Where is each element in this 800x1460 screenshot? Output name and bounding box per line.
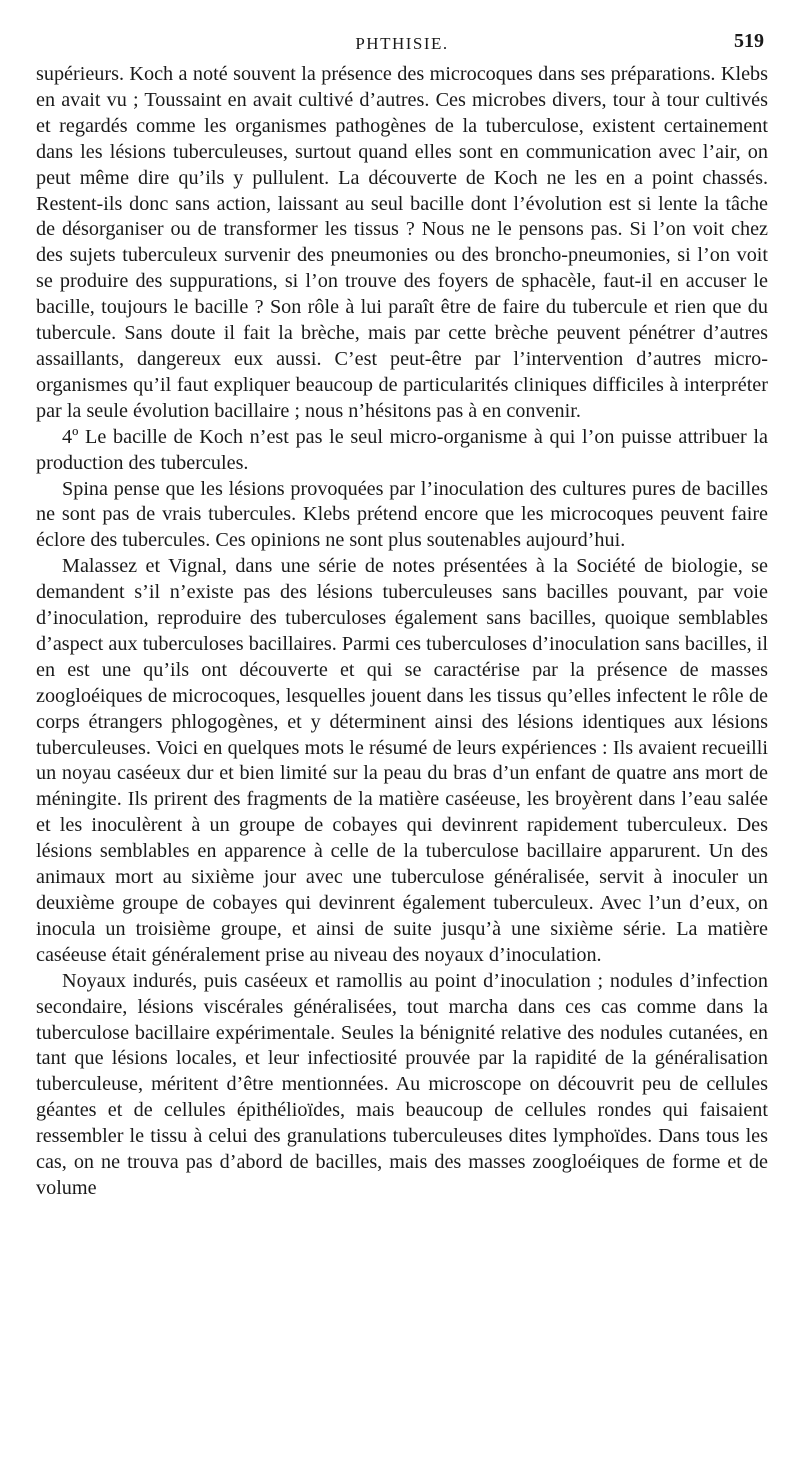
paragraph-malassez-vignal: Malassez et Vignal, dans une série de notes présentées à la Société de biologie, se demandent s’il n’existe pas des lésions tuberculeuses sans bacilles pouvant, par voie d’inoculation, reproduire des tuberculoses également sans bacilles, quoique semblables d’aspect aux tuberculoses bacillaires. Parmi ces tuberculoses d’inoculation sans bacilles, il en est une qu’ils ont découverte et qui se caractérise par la présence de masses zoogloéiques de microcoques, lesquelles jouent dans les tissus qu’elles infectent le rôle de corps étrangers phlogogènes, et y déterminent ainsi des lésions identiques aux lésions tuberculeuses. Voici en quelques mots le résumé de leurs expériences : Ils avaient recueilli un noyau caséeux dur et bien limité sur la peau du bras d’un enfant de quatre ans mort de méningite. Ils prirent des fragments de la matière caséeuse, les broyèrent dans l’eau salée et les inoculèrent à un groupe de cobayes qui devinrent rapidement tuberculeux. Des lésions semblables en apparence à celle de la tuberculose bacillaire apparurent. Un des animaux mort au sixième jour avec une tuberculose généralisée, servit à inoculer un deuxième groupe de cobayes qui devinrent également tuberculeux. Avec l’un d’eux, on inocula un troisième groupe, et ainsi de suite jusqu’à une sixième série. La matière caséeuse était généralement prise au niveau des noyaux d’inoculation. [36, 555, 768, 966]
paragraph-spina: Spina pense que les lésions provoquées par l’inoculation des cultures pures de bacilles ne sont pas de vrais tubercules. Klebs prétend encore que les microcoques peuvent faire éclore des tubercules. Ces opinions ne sont plus soutenables aujourd’hui. [36, 477, 768, 552]
paragraph-continuation: supérieurs. Koch a noté souvent la présence des microcoques dans ses préparations. Klebs en avait vu ; Toussaint en avait cultivé d’autres. Ces microbes divers, tour à tour cultivés et regardés comme les organismes pathogènes de la tuberculose, existent certainement dans les lésions tuberculeuses, surtout quand elles sont en communication avec l’air, on peut même dire qu’ils y pullulent. La découverte de Koch ne les en a point chassés. Restent-ils donc sans action, laissant au seul bacille dont l’évolution est si lente la tâche de désorganiser ou de transformer les tissus ? Nous ne le pensons pas. Si l’on voit chez des sujets tuberculeux survenir des pneumonies ou des broncho-pneumonies, si l’on voit se produire des suppurations, si l’on trouve des foyers de sphacèle, faut-il en accuser le bacille, toujours le bacille ? Son rôle à lui paraît être de faire du tubercule et rien que du tubercule. Sans doute il fait la brèche, mais par cette brèche peuvent pénétrer d’autres assaillants, dangereux eux aussi. C’est peut-être par l’intervention d’autres micro-organismes qu’il faut expliquer beaucoup de particularités cliniques difficiles à interpréter par la seule évolution bacillaire ; nous n’hésitons pas à en convenir. [36, 63, 768, 422]
paragraph-noyaux: Noyaux indurés, puis caséeux et ramollis au point d’inoculation ; nodules d’infection secondaire, lésions viscérales généralisées, tout marcha dans ces cas comme dans la tuberculose bacillaire expérimentale. Seules la bénignité relative des nodules cutanées, en tant que lésions locales, et leur infectiosité prouvée par la rapidité de la généralisation tuberculeuse, méritent d’être mentionnées. Au microscope on découvrit peu de cellules géantes et de cellules épithélioïdes, mais beaucoup de cellules rondes qui faisaient ressembler le tissu à celui des granulations tuberculeuses dites lymphoïdes. Dans tous les cas, on ne trouva pas d’abord de bacilles, mais des masses zoogloéiques de forme et de volume [36, 969, 768, 1199]
running-title: PHTHISIE. [355, 34, 449, 53]
body-text [36, 62, 768, 1202]
page-number: 519 [734, 30, 764, 52]
paragraph-point-4: 4º Le bacille de Koch n’est pas le seul micro-organisme à qui l’on puisse attribuer la production des tubercules. [36, 425, 768, 474]
running-head [36, 30, 768, 60]
